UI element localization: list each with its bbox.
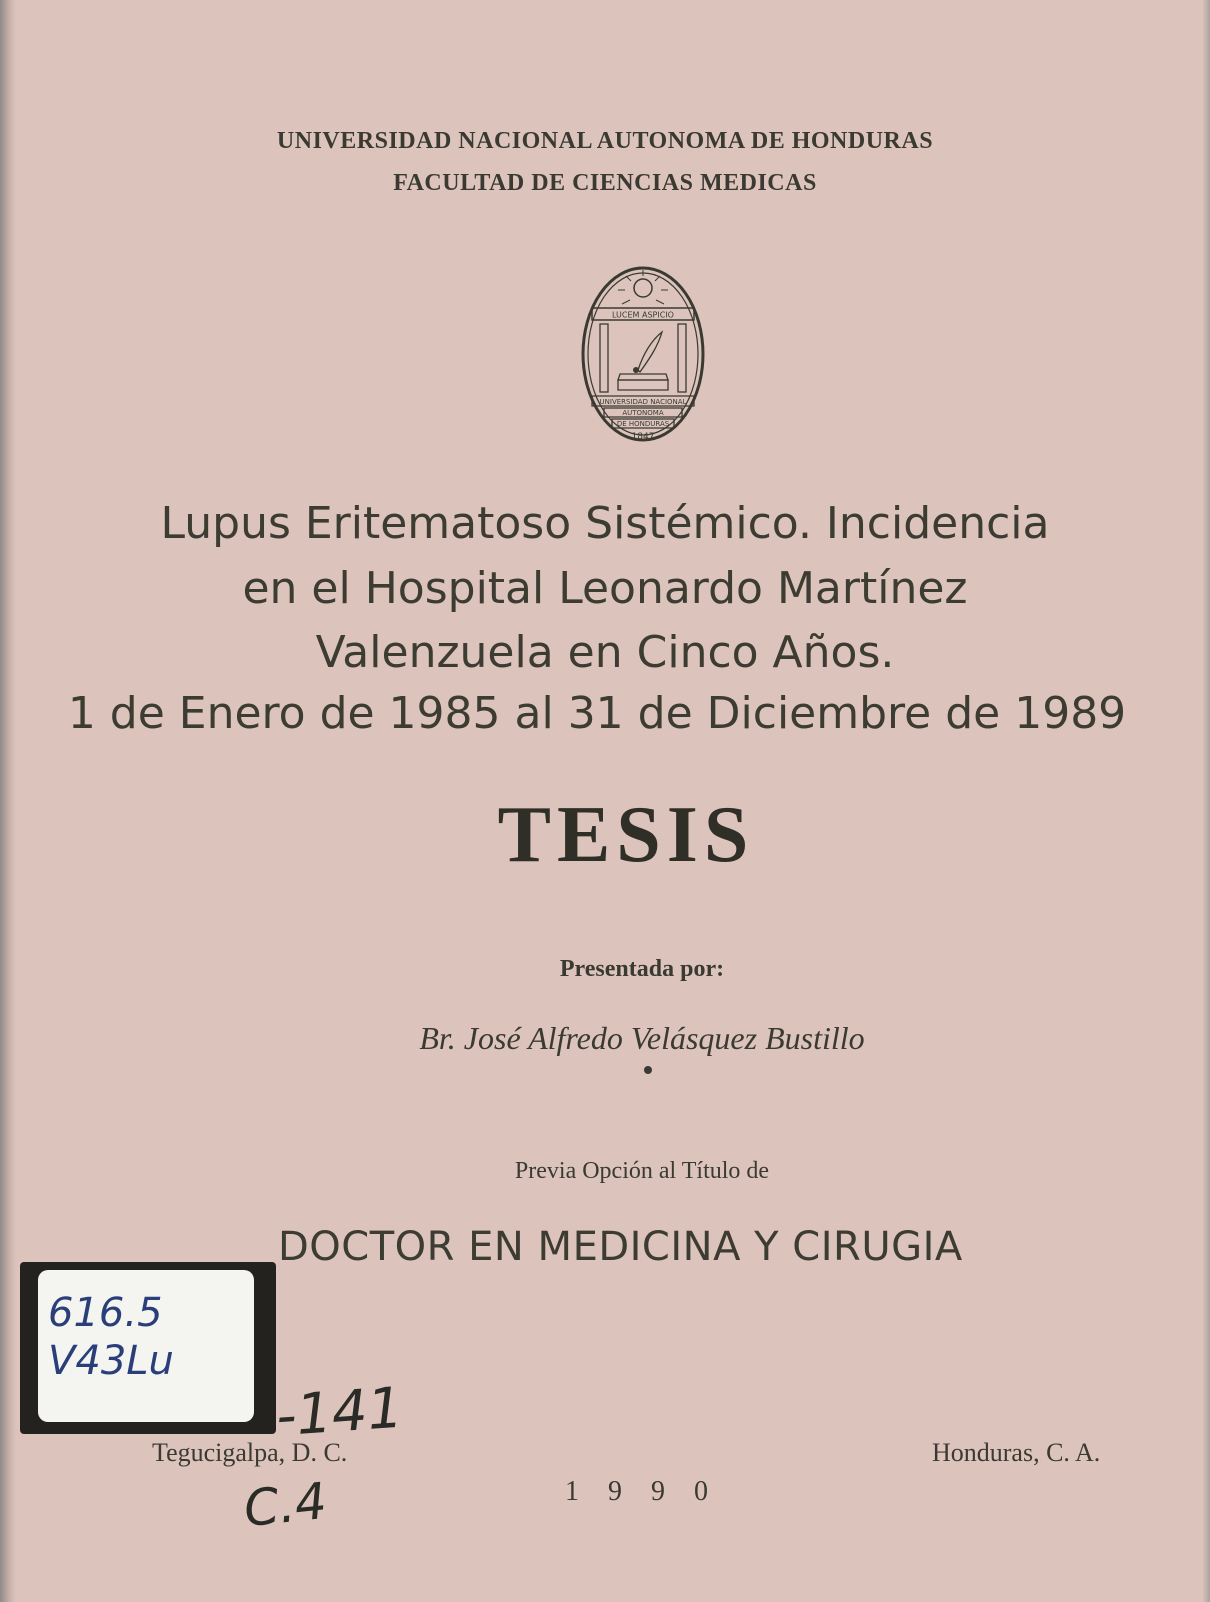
document-type-heading: TESIS	[497, 791, 755, 879]
seal-text-line-1: UNIVERSIDAD NACIONAL	[599, 398, 687, 406]
seal-text-line-3: DE HONDURAS	[616, 420, 670, 428]
university-seal-icon	[578, 262, 708, 452]
title-line-4: 1 de Enero de 1985 al 31 de Diciembre de 1989	[67, 688, 1127, 739]
ink-dot	[644, 1066, 652, 1074]
handwritten-number: -141	[273, 1375, 406, 1450]
seal-year: 1847	[631, 432, 655, 442]
title-line-2: en el Hospital Leonardo Martínez	[242, 563, 968, 614]
title-line-1: Lupus Eritematoso Sistémico. Incidencia	[160, 498, 1050, 549]
seal-motto: LUCEM ASPICIO	[612, 310, 674, 320]
degree-title: DOCTOR EN MEDICINA Y CIRUGIA	[278, 1224, 963, 1270]
call-number-line-1: 616.5	[48, 1290, 163, 1336]
faculty-name: FACULTAD DE CIENCIAS MEDICAS	[393, 170, 817, 196]
call-number-line-2: V43Lu	[48, 1338, 174, 1384]
footer-year: 1 9 9 0	[565, 1476, 719, 1507]
seal-text-line-2: AUTONOMA	[622, 409, 664, 417]
presented-by-label: Presentada por:	[559, 956, 725, 982]
handwritten-copy-number: C.4	[241, 1471, 330, 1539]
footer-country: Honduras, C. A.	[932, 1438, 1101, 1467]
title-line-3: Valenzuela en Cinco Años.	[315, 627, 895, 678]
previa-label: Previa Opción al Título de	[514, 1158, 770, 1184]
footer-city: Tegucigalpa, D. C.	[152, 1438, 348, 1467]
university-name: UNIVERSIDAD NACIONAL AUTONOMA DE HONDURAS	[276, 128, 934, 154]
author-name: Br. José Alfredo Velásquez Bustillo	[419, 1020, 865, 1056]
